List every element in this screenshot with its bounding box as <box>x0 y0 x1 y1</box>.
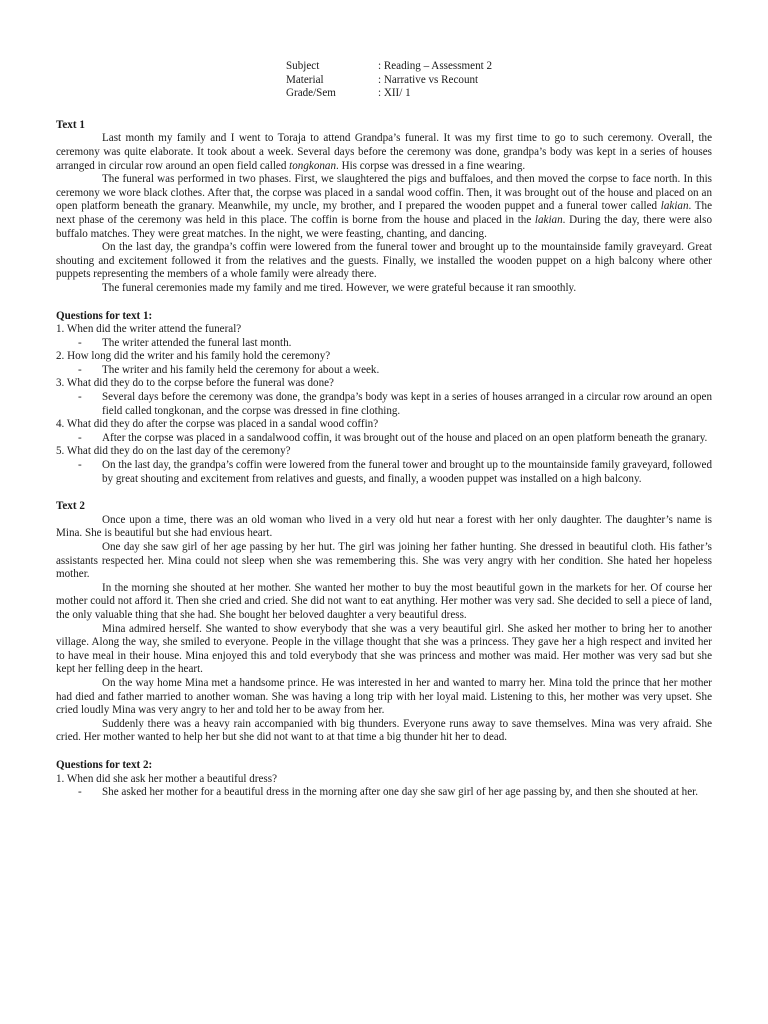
spacer <box>56 296 712 310</box>
answer-text: On the last day, the grandpa’s coffin were lowered from the funeral tower and brought up to the mountainside family graveyard, followed by great shouting and excitement from relatives and guests, and finally, a wooden puppet was installed on a high balcony. <box>102 459 712 485</box>
text2-paragraph-4: Mina admired herself. She wanted to show everybody that she was a very beautiful girl. She asked her mother to bring her to another village. Along the way, she smiled to everyone. People in the village thought that she was a princess. They gave her a high respect and invited her to have meal in their house. Mina enjoyed this and told everybody that she was princess and mother was maid. Her mother was very sad but she kept her felling deep in the heart. <box>56 622 712 676</box>
answer <box>56 786 712 800</box>
answer <box>56 337 712 351</box>
text1-paragraph-3: On the last day, the grandpa’s coffin were lowered from the funeral tower and brought up to the mountainside family graveyard. Great shouting and excitement followed it from the relatives and the guests. Finally, we installed the wooden puppet on a high balcony where other puppets representing the members of a whole family were already there. <box>56 241 712 281</box>
answer <box>56 364 712 378</box>
term-lakian: lakian <box>660 200 689 213</box>
dash-bullet: - <box>78 336 82 349</box>
subject-label: Subject <box>286 60 320 72</box>
answer <box>56 391 712 418</box>
grade-value: : XII/ 1 <box>378 87 411 100</box>
question: 3. What did they do to the corpse before the funeral was done? <box>56 377 334 390</box>
term-tongkonan: tongkonan <box>289 159 337 172</box>
text1-paragraph-1 <box>56 132 712 173</box>
question: 4. What did they do after the corpse was placed in a sandal wood coffin? <box>56 418 379 431</box>
answer <box>56 432 712 446</box>
question-item <box>56 773 712 800</box>
subject-value: : Reading – Assessment 2 <box>378 60 493 72</box>
material-value: : Narrative vs Recount <box>378 73 479 86</box>
question-item <box>56 445 712 486</box>
spacer <box>56 745 712 759</box>
text1-paragraph-2 <box>56 173 712 241</box>
dash-bullet: - <box>78 459 82 472</box>
answer <box>56 459 712 486</box>
answer-text: She asked her mother for a beautiful dress in the morning after one day she saw girl of her age passing by, and then she shouted at her. <box>102 786 699 799</box>
text2-paragraph-6: Suddenly there was a heavy rain accompanied with big thunders. Everyone runs away to save themselves. Mina was very afraid. She cried. Her mother wanted to help her but she did not want to at that time a big thunder hit her to dead. <box>56 717 712 744</box>
answer-text: The writer and his family held the ceremony for about a week. <box>102 363 380 376</box>
question-item <box>56 377 712 418</box>
dash-bullet: - <box>78 363 82 376</box>
questions2-title: Questions for text 2: <box>56 758 153 771</box>
material-label: Material <box>286 73 324 86</box>
spacer <box>56 486 712 500</box>
text1-p1-part: . His corpse was dressed in a fine wearing. <box>336 159 526 172</box>
answer-text: Several days before the ceremony was done, the grandpa’s body was kept in a series of houses arranged in a circular row around an open field called tongkonan, and the corpse was dressed in fine clothing. <box>102 391 712 417</box>
answer-text: The writer attended the funeral last month. <box>102 336 292 349</box>
text1-p2-part: . The next phase of the ceremony was held in this place. The coffin is borne from the house and placed in the <box>56 200 713 226</box>
question-item <box>56 350 712 377</box>
question-item <box>56 418 712 445</box>
dash-bullet: - <box>78 786 82 799</box>
dash-bullet: - <box>78 431 82 444</box>
material-row <box>286 74 712 88</box>
term-lakian: lakian <box>534 213 563 226</box>
question: 5. What did they do on the last day of the ceremony? <box>56 445 291 458</box>
text1-p2-part: . During the day, there were also buffalo matches. They were great matches. In the night, we were feasting, chanting, and dancing. <box>56 213 712 240</box>
text2-title: Text 2 <box>56 500 85 513</box>
text1-title: Text 1 <box>56 118 85 131</box>
questions1-title: Questions for text 1: <box>56 309 153 322</box>
subject-row <box>286 60 712 74</box>
dash-bullet: - <box>78 391 82 404</box>
document-header <box>286 60 712 101</box>
question: 2. How long did the writer and his family hold the ceremony? <box>56 350 331 363</box>
text2-paragraph-5: On the way home Mina met a handsome prince. He was interested in her and wanted to marry her. Mina told the prince that her mother had died and father married to another woman. She was having a long trip with her loyal maid. Listening to this, her mother was very upset. She cried loudly Mina was very angry to her and told her to be away from her. <box>56 676 712 717</box>
text1-paragraph-4: The funeral ceremonies made my family and me tired. However, we were grateful because it ran smoothly. <box>102 281 577 294</box>
grade-label: Grade/Sem <box>286 87 336 100</box>
text1-p1-part: Last month my family and I went to Toraja to attend Grandpa’s funeral. It was my first time to go to such ceremony. Overall, the ceremony was quite elaborate. It took about a week. Several days before the ceremony was done, grandpa’s body was kept in a series of houses arranged in circular row around an open field called <box>56 132 712 172</box>
text1-p2-part: The funeral was performed in two phases. First, we slaughtered the pigs and buffaloes, and then moved the corpse to face north. In this ceremony we wore black clothes. After that, the corpse was placed in a sandal wood coffin. Then, it was brought out of the house and placed on an open platform beneath the granary. Meanwhile, my uncle, my brother, and I prepared the wooden puppet and a funeral tower called <box>56 173 712 213</box>
grade-row <box>286 87 712 101</box>
text2-paragraph-2: One day she saw girl of her age passing by her hut. The girl was joining her father hunting. She dressed in beautiful cloth. His father’s assistants respected her. Mina could not sleep when she was remembering this. She was very angry with her condition. She hated her hopeless mother. <box>56 541 712 581</box>
question: 1. When did the writer attend the funeral? <box>56 323 242 336</box>
text2-paragraph-1: Once upon a time, there was an old woman who lived in a very old hut near a forest with her only daughter. The daughter’s name is Mina. She is beautiful but she had envious heart. <box>56 513 712 540</box>
question-item <box>56 323 712 350</box>
answer-text: After the corpse was placed in a sandalwood coffin, it was brought out of the house and placed on an open platform beneath the granary. <box>102 431 708 444</box>
question: 1. When did she ask her mother a beautiful dress? <box>56 772 277 785</box>
text2-paragraph-3: In the morning she shouted at her mother. She wanted her mother to buy the most beautiful gown in the markets for her. Of course her mother could not afford it. Then she cried and cried. She did not want to eat anything. Her mother was very sad. She decided to sell a piece of land, the only valuable thing that she had. She bought her beloved daughter a very beautiful dress. <box>56 581 712 621</box>
